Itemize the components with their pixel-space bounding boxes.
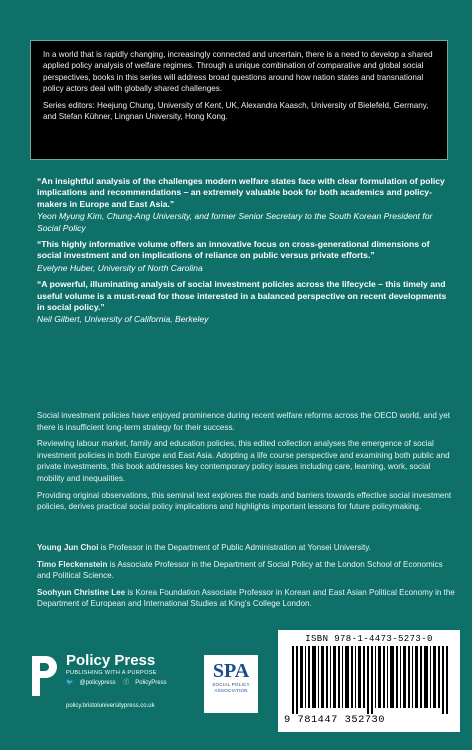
author-bio bbox=[37, 542, 455, 554]
isbn-number: ISBN 978-1-4473-5273-0 bbox=[305, 634, 433, 644]
facebook-handle: PolicyPress bbox=[135, 680, 167, 686]
praise-attribution-2: Evelyne Huber, University of North Carolina bbox=[37, 262, 203, 273]
author-description: is Korea Foundation Associate Professor in Korean and East Asian Political Economy in the Department of European and International Studies at King’s College London. bbox=[37, 587, 455, 609]
publisher-tagline: PUBLISHING WITH A PURPOSE bbox=[66, 670, 157, 676]
blurb-paragraph: Providing original observations, this seminal text explores the roads and barriers towards effective social investment policies, derives practical social policy implications and highlights important lessons for future policymaking. bbox=[37, 490, 452, 512]
blurb-paragraph: Social investment policies have enjoyed prominence during recent welfare reforms across the OECD world, and yet there is insufficient long-term strategy for their success. bbox=[37, 411, 450, 432]
praise-attribution-1: Yeon Myung Kim, Chung-Ang University, and former Senior Secretary to the South Korean President for Social Policy bbox=[37, 211, 433, 233]
series-info-box bbox=[30, 40, 448, 160]
spa-line2: ASSOCIATION bbox=[214, 688, 248, 693]
publisher-url: policy.bristoluniversitypress.co.uk bbox=[66, 703, 155, 709]
praise-quote-1: “An insightful analysis of the challenges modern welfare states face with clear formulation of policy implications and recommendations – an extremely valuable book for both academics and policy-makers in Europe and East Asia.” bbox=[37, 176, 445, 209]
author-description: is Associate Professor in the Department of Social Policy at the London School of Economics and Political Science. bbox=[37, 559, 443, 581]
publisher-social bbox=[66, 679, 173, 688]
isbn-barcode bbox=[278, 630, 460, 732]
author-name: Young Jun Choi bbox=[37, 543, 99, 552]
spa-line1: SOCIAL POLICY bbox=[212, 682, 250, 687]
policy-press-p-icon bbox=[30, 654, 60, 698]
ean-digits: 9 781447 352730 bbox=[284, 714, 386, 726]
series-description: In a world that is rapidly changing, increasingly connected and uncertain, there is a need to develop a shared applied policy analysis of welfare regimes. Through a unique combination of comparative and global social perspectives, books in this series will address broad questions around how nation states and transnational policy actors deal with globally shared challenges. bbox=[43, 50, 433, 94]
facebook-icon: ⓕ bbox=[123, 680, 130, 686]
praise-attribution-3: Neil Gilbert, University of California, Berkeley bbox=[37, 314, 209, 325]
twitter-icon: 🐦 bbox=[66, 680, 74, 686]
praise-quote-2: “This highly informative volume offers an innovative focus on cross-generational dimensions of social investment and on implications of reliance on public versus private efforts.” bbox=[37, 239, 430, 261]
praise-quote-3: “A powerful, illuminating analysis of social investment policies across the lifecycle – this timely and useful volume is a must-read for those interested in a balanced perspective on recent developments in social policy.” bbox=[37, 279, 447, 313]
book-blurb bbox=[37, 410, 455, 518]
publisher-name: Policy Press bbox=[66, 652, 156, 669]
series-editors: Series editors: Heejung Chung, University of Kent, UK, Alexandra Kaasch, University of Bielefeld, Germany, and Stefan Kühner, Lingnan University, Hong Kong. bbox=[43, 100, 429, 122]
author-bios bbox=[37, 542, 455, 615]
author-name: Timo Fleckenstein bbox=[37, 559, 108, 569]
praise-section bbox=[37, 176, 453, 331]
author-bio bbox=[37, 559, 455, 582]
twitter-handle: @policypress bbox=[79, 680, 116, 686]
barcode-bars bbox=[292, 646, 448, 714]
author-bio bbox=[37, 587, 455, 610]
author-description: is Professor in the Department of Public Administration at Yonsei University. bbox=[98, 543, 371, 552]
spa-letters: SPA bbox=[212, 660, 250, 682]
blurb-paragraph: Reviewing labour market, family and education policies, this edited collection analyses the emergence of social investment policies in both Europe and East Asia. Adopting a life course perspective and examining both public and private investments, this book addresses key contemporary policy issues including care, learning, work, social mobility and inequalities. bbox=[37, 439, 450, 483]
policy-press-logo bbox=[30, 652, 210, 722]
spa-logo bbox=[204, 655, 258, 713]
author-name: Soohyun Christine Lee bbox=[37, 587, 126, 597]
